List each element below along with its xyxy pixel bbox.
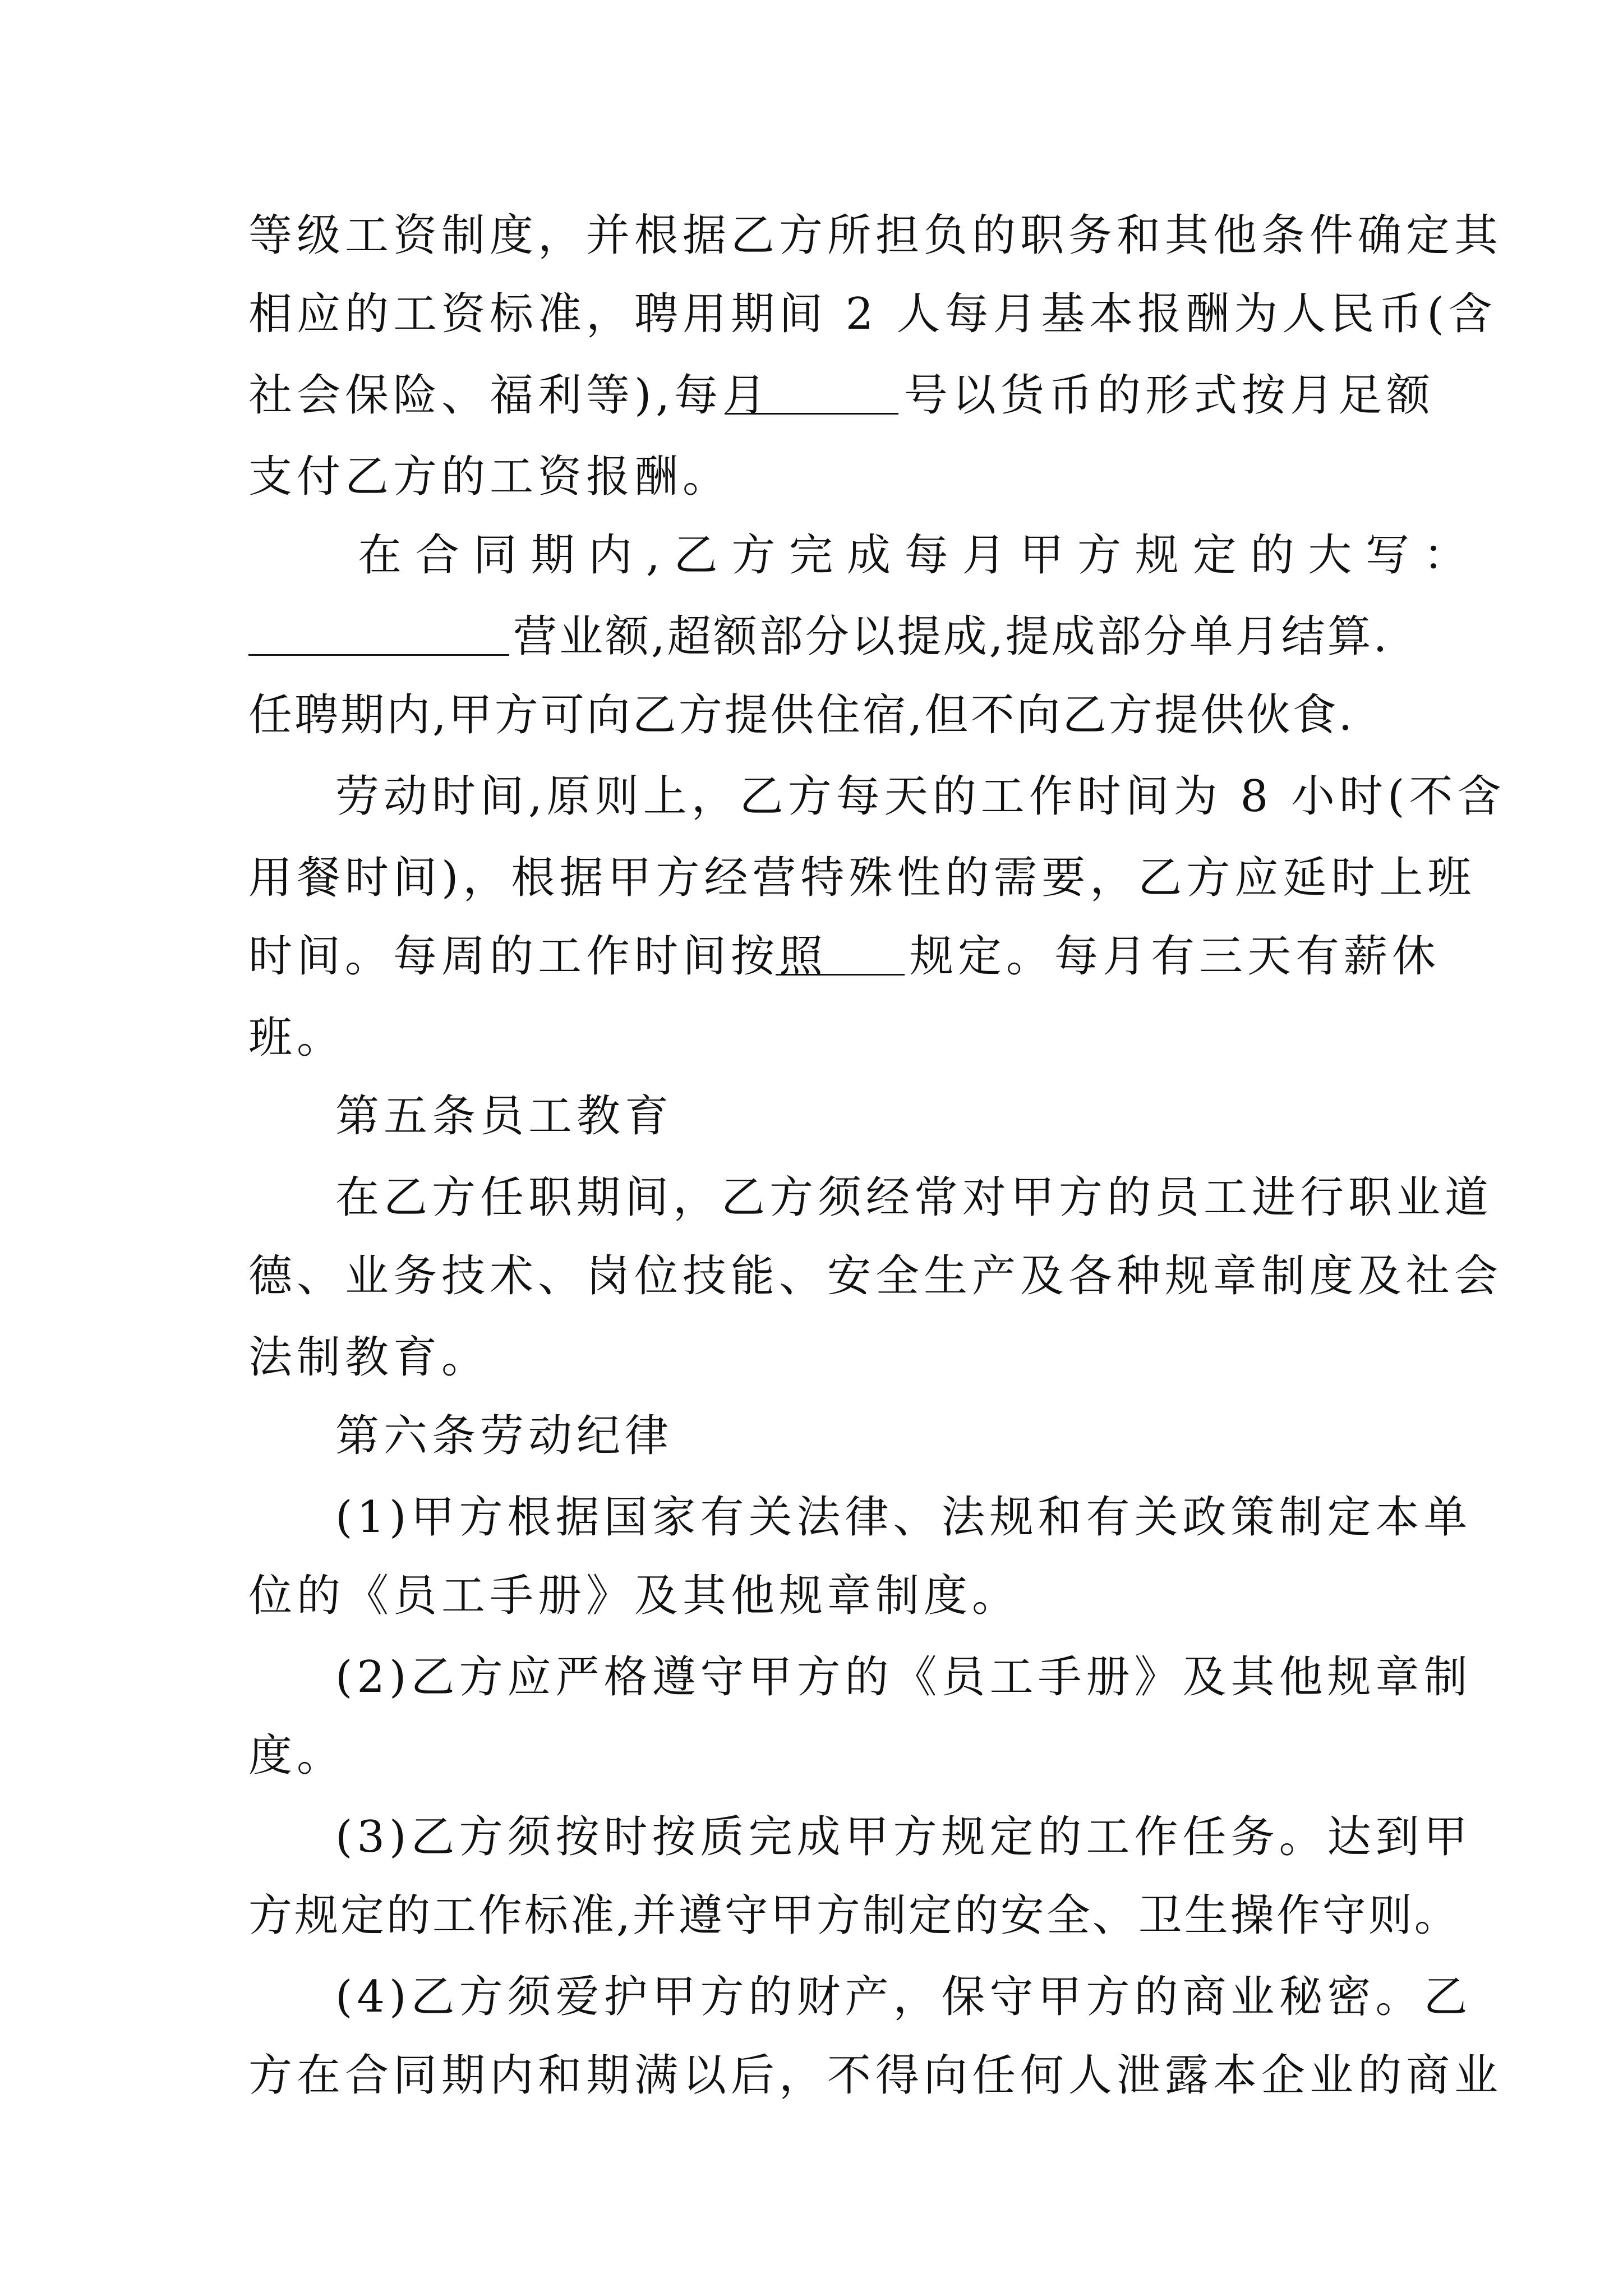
line-text-after-blank: 号以货币的形式按月足额 [904, 370, 1435, 421]
line-text: 时间。每周的工作时间按照 [248, 931, 828, 982]
text-line-6 [0, 600, 1623, 673]
line-text: (2)乙方应严格遵守甲方的《员工手册》及其他规章制 [335, 1652, 1472, 1703]
line-text-after-blank: 营业额,超额部分以提成,提成部分单月结算. [513, 611, 1390, 662]
line-text: 度。 [248, 1731, 345, 1781]
line-text: 方在合同期内和期满以后，不得向任何人泄露本企业的商业 [248, 2050, 1503, 2101]
line-text: (3)乙方须按时按质完成甲方规定的工作任务。达到甲 [335, 1812, 1472, 1862]
text-line-18 [0, 1559, 1623, 1632]
text-line-13 [0, 1161, 1623, 1234]
line-text: 位的《员工手册》及其他规章制度。 [248, 1571, 1021, 1621]
text-line-24 [0, 2039, 1623, 2112]
line-text: 在 合 同 期 内 , 乙 方 完 成 每 月 甲 方 规 定 的 大 写 ： [358, 530, 1467, 581]
text-line-9 [0, 841, 1623, 914]
line-text: (1)甲方根据国家有关法律、法规和有关政策制定本单 [335, 1492, 1472, 1543]
line-text: 用餐时间)，根据甲方经营特殊性的需要，乙方应延时上班 [248, 853, 1476, 903]
line-text-after-blank: 规定。每月有三天有薪休 [910, 931, 1441, 982]
line-text: (4)乙方须爱护甲方的财产，保守甲方的商业秘密。乙 [335, 1972, 1472, 2022]
fill-in-blank-revenue-amount[interactable] [248, 600, 509, 656]
line-text: 法制教育。 [248, 1332, 490, 1383]
line-text: 支付乙方的工资报酬。 [248, 452, 731, 502]
line-text: 德、业务技术、岗位技能、安全生产及各种规章制度及社会 [248, 1251, 1503, 1301]
line-text: 在乙方任职期间，乙方须经常对甲方的员工进行职业道 [335, 1172, 1493, 1223]
text-line-22 [0, 1879, 1623, 1952]
fill-in-blank-pay-day[interactable] [725, 359, 898, 415]
text-line-4 [0, 440, 1623, 513]
text-line-14 [0, 1240, 1623, 1313]
line-text: 等级工资制度，并根据乙方所担负的职务和其他条件确定其 [248, 210, 1503, 261]
line-text: 班。 [248, 1013, 345, 1063]
section-heading-article-5 [0, 1080, 1623, 1153]
line-text: 第五条员工教育 [335, 1091, 674, 1142]
text-line-10 [0, 920, 1623, 993]
line-text: 任聘期内,甲方可向乙方提供住宿,但不向乙方提供伙食. [248, 690, 1355, 740]
text-line-8 [0, 760, 1623, 833]
text-line-11 [0, 1001, 1623, 1074]
line-text: 社会保险、福利等),每月 [248, 370, 771, 421]
line-text: 劳动时间,原则上，乙方每天的工作时间为 8 小时(不含 [335, 771, 1506, 822]
text-line-19 [0, 1641, 1623, 1714]
text-line-3 [0, 359, 1623, 432]
text-line-2 [0, 278, 1623, 351]
text-line-15 [0, 1321, 1623, 1394]
text-line-17 [0, 1481, 1623, 1554]
text-line-1 [0, 199, 1623, 272]
text-line-20 [0, 1719, 1623, 1792]
section-heading-article-6 [0, 1400, 1623, 1473]
text-line-7 [0, 679, 1623, 752]
line-text: 相应的工资标准，聘用期间 2 人每月基本报酬为人民币(含 [248, 289, 1497, 339]
text-line-21 [0, 1801, 1623, 1874]
text-line-23 [0, 1961, 1623, 2033]
fill-in-blank-weekly-hours[interactable] [776, 920, 905, 976]
text-line-5 [0, 519, 1623, 592]
line-text: 第六条劳动纪律 [335, 1411, 674, 1461]
line-text: 方规定的工作标准,并遵守甲方制定的安全、卫生操作守则。 [248, 1890, 1460, 1941]
